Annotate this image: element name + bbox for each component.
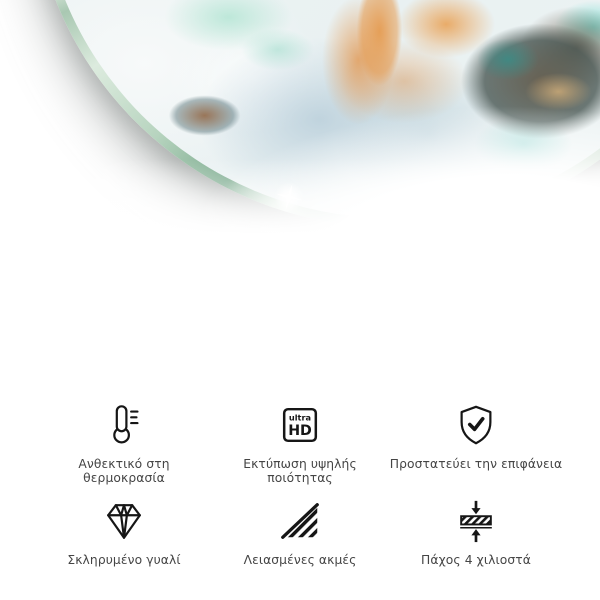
polished-edges-icon <box>277 498 323 544</box>
svg-text:HD: HD <box>288 423 312 440</box>
ultra-hd-icon <box>277 402 323 448</box>
shield-check-icon <box>453 402 499 448</box>
diamond-icon <box>101 498 147 544</box>
sparkle-flare-icon <box>272 180 306 214</box>
feature-surface-protection <box>388 402 564 485</box>
feature-thickness <box>388 498 564 567</box>
feature-polished-edges <box>212 498 388 567</box>
glass-disc-edge <box>30 0 600 227</box>
product-hero-image <box>0 0 600 234</box>
feature-label: Λειασμένες ακμές <box>243 553 357 567</box>
thickness-icon <box>453 498 499 544</box>
svg-text:ultra: ultra <box>288 412 312 423</box>
feature-label: Σκληρυμένο γυαλί <box>67 553 181 567</box>
feature-label: Πάχος 4 χιλιοστά <box>421 553 531 567</box>
feature-tempered-glass <box>36 498 212 567</box>
feature-temperature <box>36 402 212 485</box>
features-grid <box>36 402 564 567</box>
feature-label: Προστατεύει την επιφάνεια <box>389 457 563 471</box>
feature-label: Ανθεκτικό στη θερμοκρασία <box>78 457 170 485</box>
thermometer-icon <box>101 402 147 448</box>
feature-label: Εκτύπωση υψηλής ποιότητας <box>243 457 357 485</box>
marble-artwork <box>39 0 600 218</box>
feature-print-quality <box>212 402 388 485</box>
